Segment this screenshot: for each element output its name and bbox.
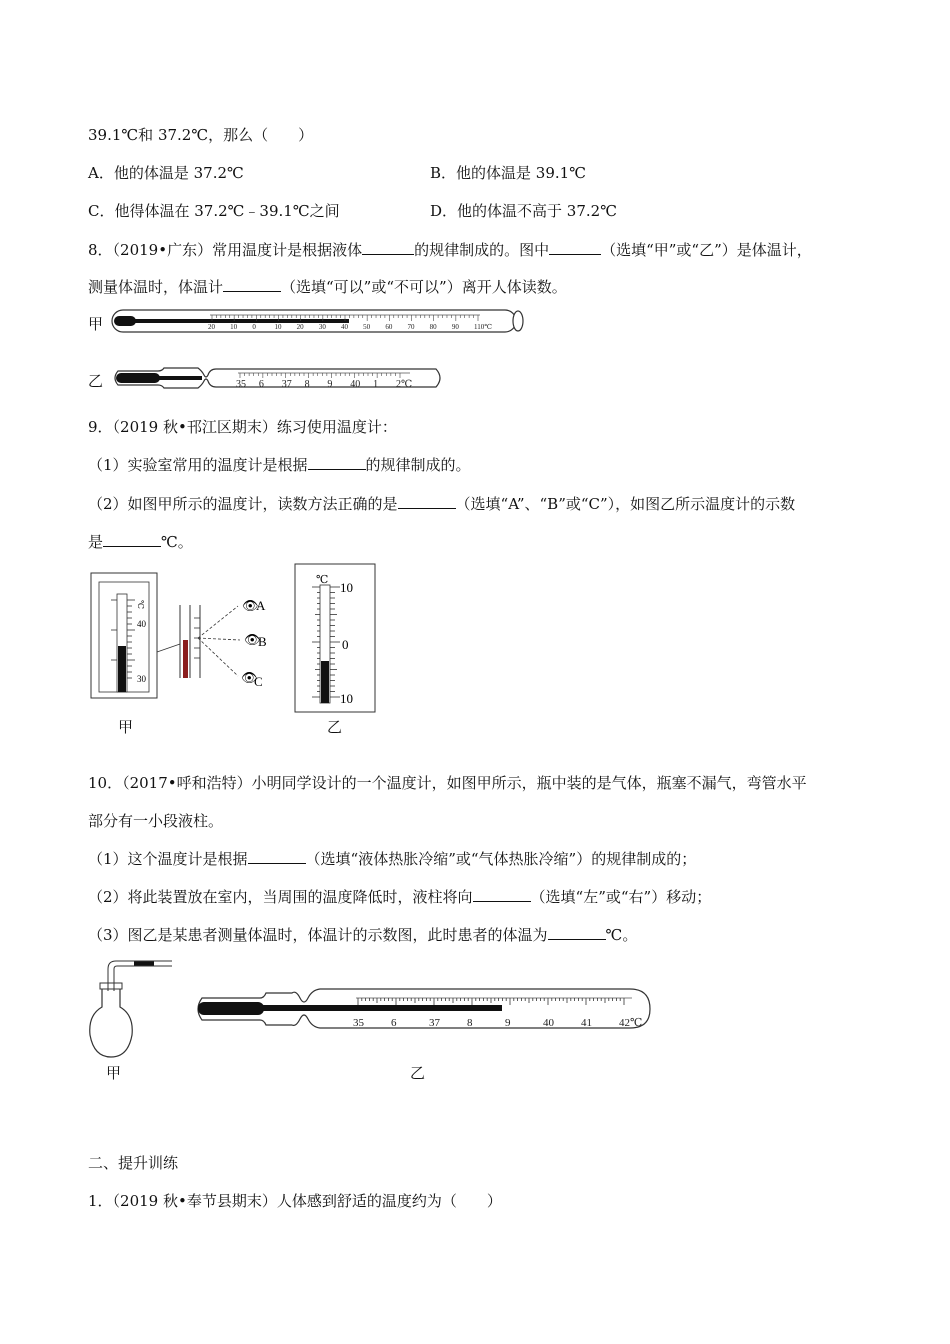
q8-label-yi: 乙 — [88, 372, 104, 390]
scale-label: 6 — [258, 379, 264, 390]
q10-line-1: 10．（2017•呼和浩特）小明同学设计的一个温度计，如图甲所示，瓶中装的是气体，瓶塞不漏气，弯管水平 — [88, 774, 807, 792]
q10-text: （2）将此装置放在室内，当周围的温度降低时，液柱将向 — [88, 888, 473, 906]
q7-option-c: C．他得体温在 37.2℃﹣39.1℃之间 — [88, 202, 340, 220]
position-label-b: B — [258, 634, 267, 649]
q8-label-jia: 甲 — [88, 315, 104, 333]
q8-text: （选填“甲”或“乙”）是体温计， — [601, 241, 812, 259]
scale-label: 70 — [407, 323, 415, 331]
scale-label: 37 — [429, 1017, 440, 1029]
q8-blank-1 — [362, 240, 414, 255]
eye-icon: 👁 — [244, 632, 261, 647]
figure-frame — [295, 564, 375, 712]
q9-part-1 — [88, 454, 471, 475]
clinical-thermometer-figure — [110, 363, 450, 393]
q10-text: （1）这个温度计是根据 — [88, 850, 248, 868]
scale-label: 20 — [296, 323, 304, 331]
liquid-column — [158, 376, 202, 380]
reading-method-figure — [90, 570, 290, 710]
magnify-pointer — [157, 644, 180, 652]
scale-label: 20 — [208, 323, 215, 331]
thermometer-bulb — [116, 373, 160, 383]
scale-label: 8 — [304, 379, 310, 390]
scale-label: 9 — [505, 1017, 511, 1029]
q9-blank-2 — [398, 494, 456, 509]
scale-label: 80 — [429, 323, 437, 331]
q9-blank-1 — [308, 455, 366, 470]
q10-line-2: 部分有一小段液柱。 — [88, 812, 224, 830]
liquid-column — [321, 661, 329, 703]
position-label-a: A — [256, 598, 266, 613]
vertical-thermometer-figure — [294, 563, 376, 713]
q8-line-1 — [88, 239, 812, 260]
scale-label: 41 — [581, 1017, 592, 1029]
section-title: 二、提升训练 — [88, 1154, 179, 1172]
q8-text: 测量体温时，体温计 — [88, 278, 224, 296]
q10-blank-1 — [248, 849, 306, 864]
scale-label: 30 — [318, 323, 326, 331]
sight-lines — [198, 606, 240, 676]
scale-label: 110℃ — [474, 323, 493, 331]
q10-text: （选填“液体热胀冷缩”或“气体热胀冷缩”）的规律制成的； — [305, 850, 697, 868]
scale-label: 1 — [373, 379, 379, 390]
q7-option-d: D．他的体温不高于 37.2℃ — [430, 202, 617, 220]
fig-caption-yi: 乙 — [327, 718, 343, 736]
scale-label: 8 — [467, 1017, 473, 1029]
scale-label: 10 — [230, 323, 238, 331]
q9-text: 的规律制成的。 — [365, 456, 471, 474]
q7-option-a: A．他的体温是 37.2℃ — [88, 164, 244, 182]
q8-blank-3 — [223, 277, 281, 292]
q9-part-2-cont — [88, 531, 193, 552]
scale-label: 10 — [274, 323, 282, 331]
scale-label: 40 — [543, 1017, 554, 1029]
unit-label: ℃ — [136, 600, 145, 609]
q10-text: （选填“左”或“右”）移动； — [530, 888, 712, 906]
flask — [90, 985, 133, 1057]
liquid-column — [134, 319, 349, 323]
scale-label: 2℃ — [396, 379, 413, 390]
clinical-thermometer-large-figure — [192, 984, 656, 1032]
tick-label-0: 0 — [342, 637, 349, 652]
magnified-liquid — [183, 640, 188, 678]
q9-text: （2）如图甲所示的温度计，读数方法正确的是 — [88, 495, 398, 513]
eye-icon: 👁 — [241, 670, 258, 685]
liquid-column — [262, 1005, 502, 1011]
q9-text: 是 — [88, 533, 104, 551]
scale-label: 40 — [341, 323, 348, 331]
q7-option-b: B．他的体温是 39.1℃ — [430, 164, 586, 182]
q10-part-1 — [88, 848, 696, 869]
q9-part-2 — [88, 493, 795, 514]
thermometer-bulb — [198, 1002, 264, 1015]
stopper — [100, 983, 122, 989]
eye-icon: 👁 — [242, 598, 259, 613]
scale-label: 40 — [350, 379, 361, 390]
q9-blank-3 — [103, 532, 161, 547]
scale-label: 90 — [451, 323, 459, 331]
gas-thermometer-figure — [86, 955, 178, 1065]
thermometer-end — [513, 311, 523, 331]
scale-label: 35 — [236, 379, 246, 390]
scale-label: 42℃ — [619, 1017, 643, 1029]
tick-label-30: 30 — [137, 674, 146, 684]
q10-text: ℃。 — [605, 926, 638, 944]
scale-label: 60 — [385, 323, 393, 331]
q10-part-3 — [88, 924, 637, 945]
thermometer-bulb — [114, 316, 136, 326]
q10-part-2 — [88, 886, 711, 907]
tick-label-40: 40 — [137, 619, 146, 629]
bent-tube — [114, 966, 172, 991]
q9-text: （1）实验室常用的温度计是根据 — [88, 456, 308, 474]
q8-blank-2 — [549, 240, 601, 255]
s2-q1: 1．（2019 秋•奉节县期末）人体感到舒适的温度约为（ ） — [88, 1192, 502, 1210]
scale-label: 6 — [391, 1017, 397, 1029]
q10-blank-3 — [548, 925, 606, 940]
q8-line-2 — [88, 276, 567, 297]
q9-text: （选填“A”、“B”或“C”），如图乙所示温度计的示数 — [455, 495, 796, 513]
q9-text: ℃。 — [161, 533, 193, 551]
scale-label: 50 — [363, 323, 371, 331]
q10-blank-2 — [473, 887, 531, 902]
tick-label-10: 10 — [340, 580, 353, 595]
q8-text: 8．（2019•广东）常用温度计是根据液体 — [88, 241, 363, 259]
q8-text: 的规律制成的。图中 — [414, 241, 550, 259]
scale-label: 37 — [281, 379, 292, 390]
q8-text: （选填“可以”或“不可以”）离开人体读数。 — [281, 278, 567, 296]
fig-caption-jia: 甲 — [106, 1064, 122, 1082]
fig-caption-yi: 乙 — [410, 1064, 426, 1082]
unit-label: ℃ — [316, 574, 329, 586]
liquid-column — [118, 646, 126, 692]
q10-text: （3）图乙是某患者测量体温时，体温计的示数图，此时患者的体温为 — [88, 926, 548, 944]
q7-continuation: 39.1℃和 37.2℃，那么（ ） — [88, 126, 314, 144]
q9-title: 9．（2019 秋•邗江区期末）练习使用温度计： — [88, 418, 397, 436]
lab-thermometer-figure — [110, 305, 530, 337]
tick-label-minus-10: 10 — [340, 691, 353, 706]
liquid-drop — [134, 962, 154, 966]
scale-label: 35 — [353, 1017, 364, 1029]
position-label-c: C — [254, 674, 263, 689]
scale-label: 0 — [252, 323, 256, 331]
fig-caption-jia: 甲 — [118, 718, 134, 736]
scale-label: 9 — [327, 379, 333, 390]
